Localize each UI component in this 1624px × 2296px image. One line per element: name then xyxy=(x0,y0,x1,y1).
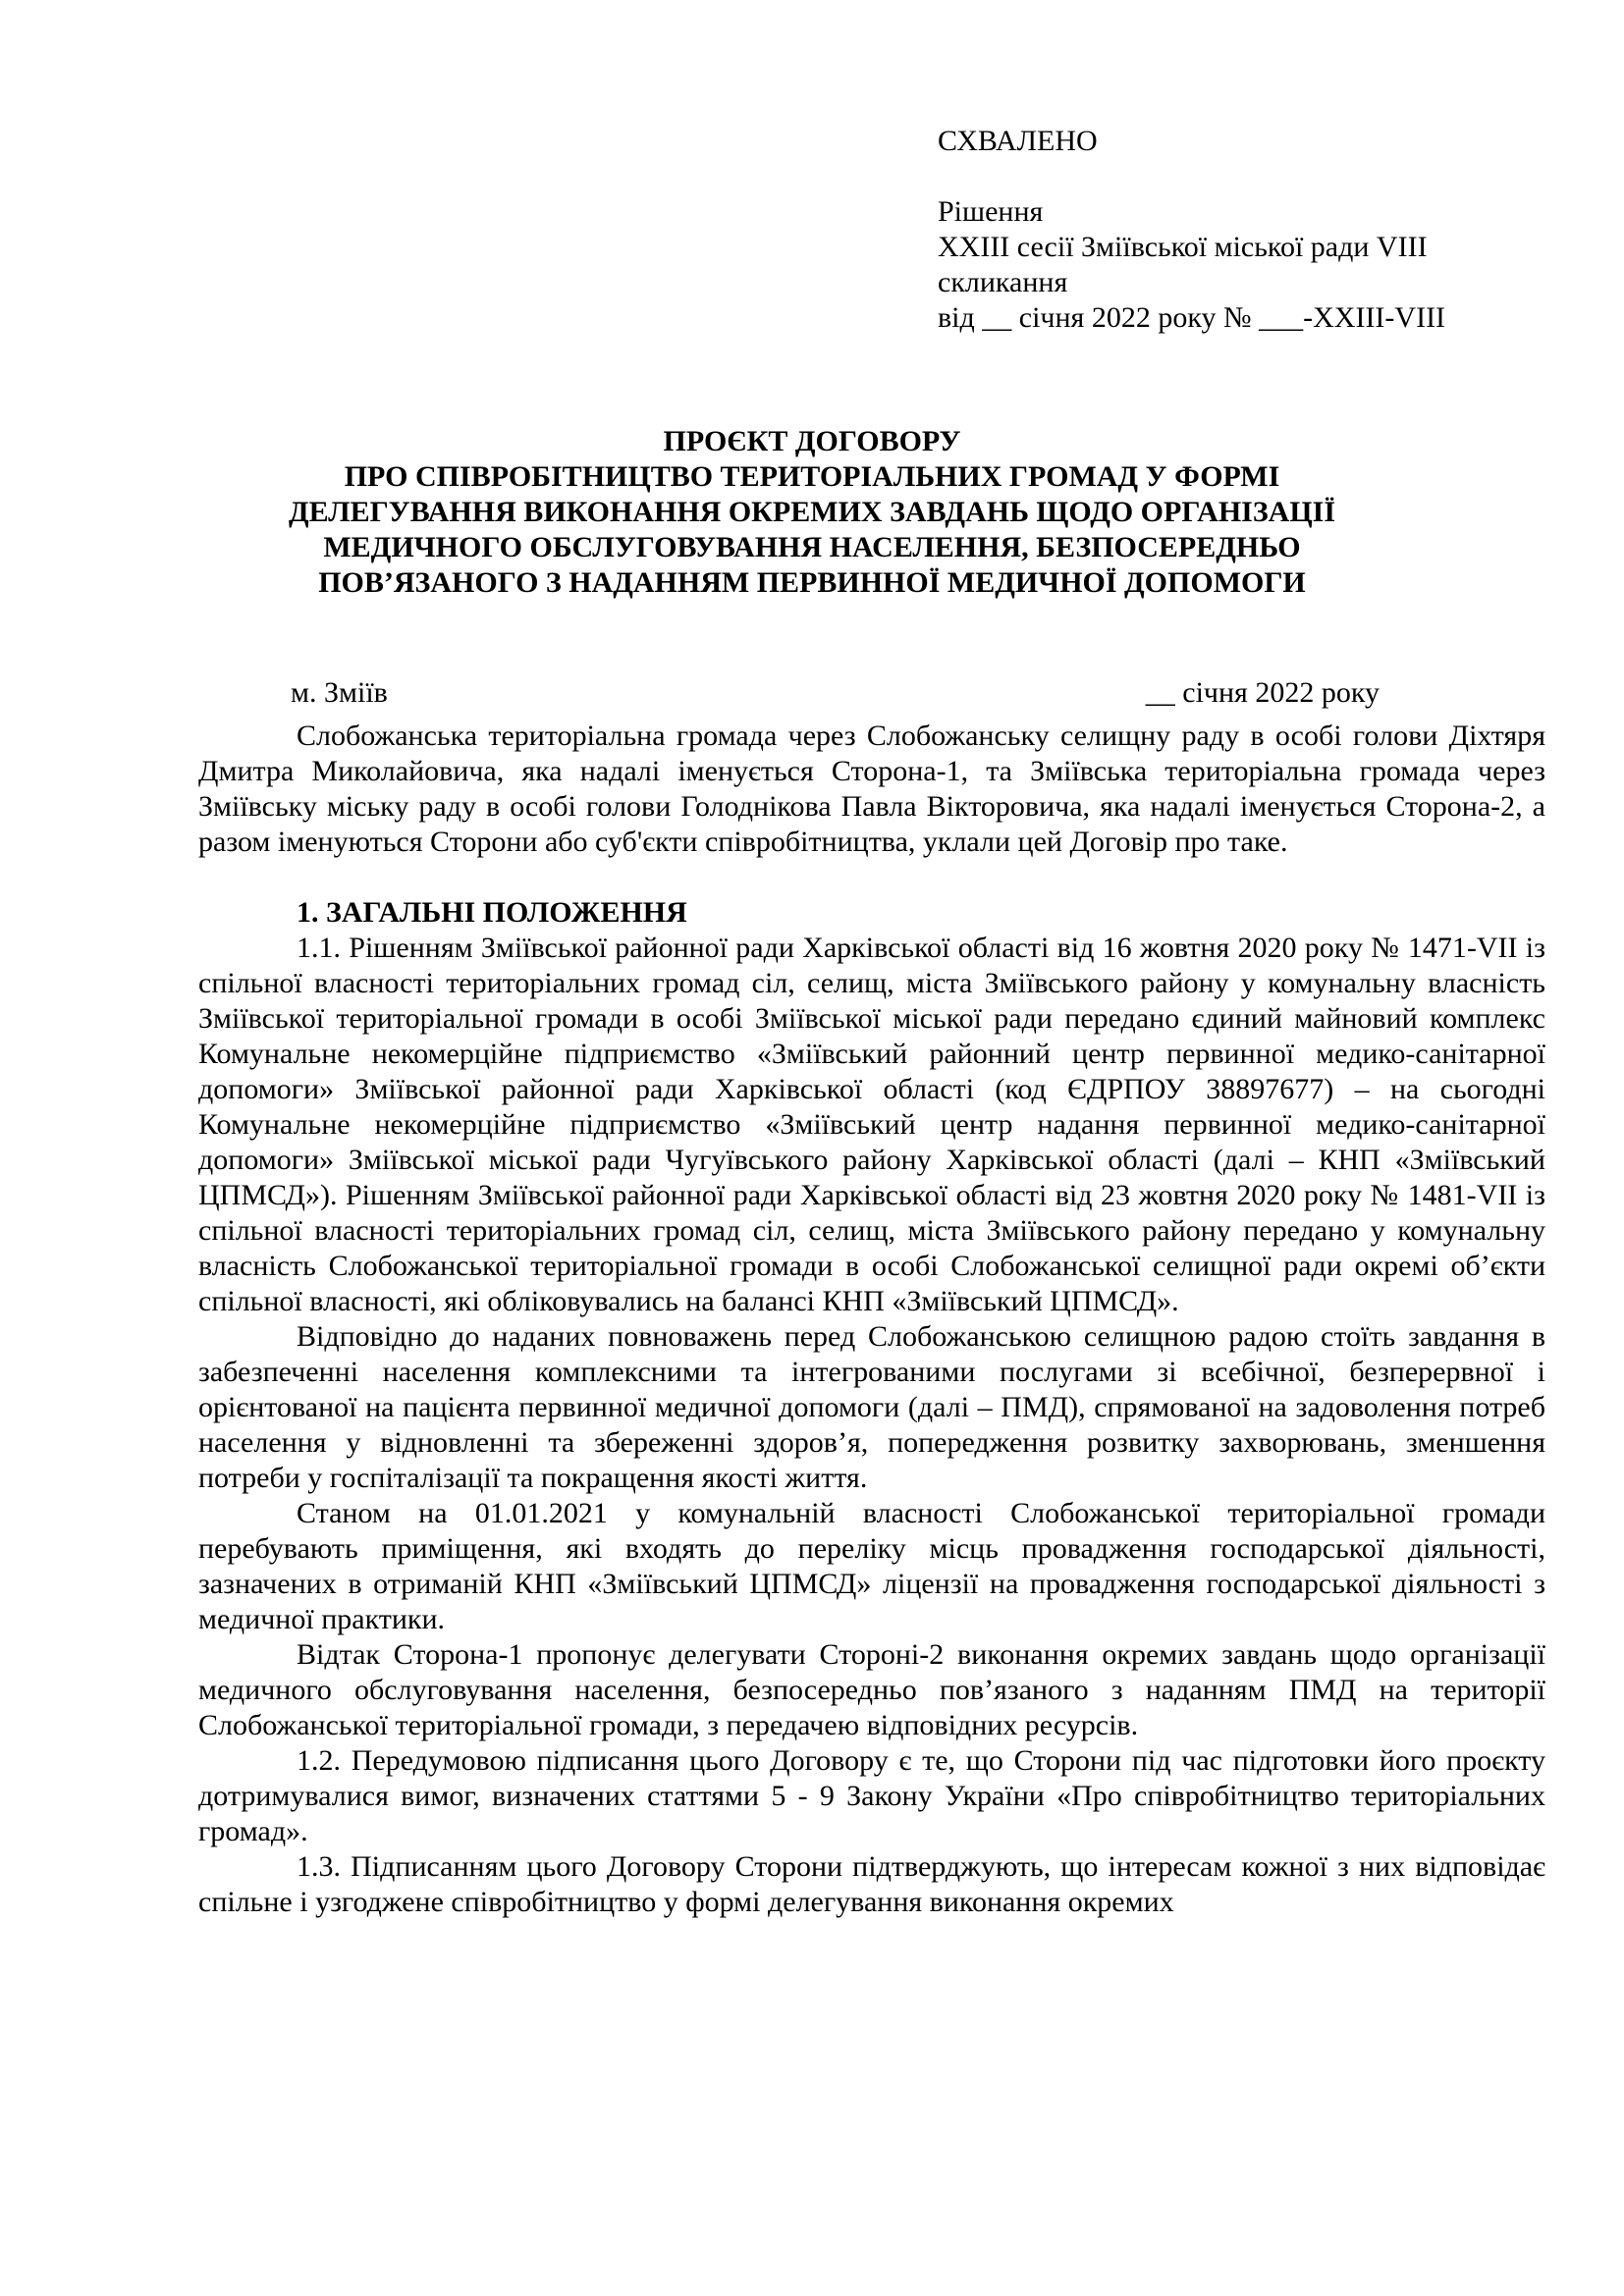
approval-line: від __ січня 2022 року № ___-XXIII-VIII xyxy=(938,301,1446,334)
approval-line: XXIII сесії Зміївської міської ради VIII xyxy=(938,231,1428,263)
body-paragraph: 1.3. Підписанням цього Договору Сторони підтверджують, що інтересам кожної з них відповідає спільне і узгоджене співробітництво у формі делегування виконання окремих xyxy=(198,1850,1545,1918)
place-date-line xyxy=(291,675,1380,711)
approval-heading: СХВАЛЕНО xyxy=(938,125,1098,157)
title-line: ПРО СПІВРОБІТНИЦТВО ТЕРИТОРІАЛЬНИХ ГРОМАД У ФОРМІ xyxy=(344,460,1280,493)
section-heading: 1. ЗАГАЛЬНІ ПОЛОЖЕННЯ xyxy=(297,896,687,929)
place-of-signing: м. Зміїв xyxy=(291,676,388,709)
document-title xyxy=(196,424,1428,601)
date-of-signing: __ січня 2022 року xyxy=(1145,676,1380,709)
document-body xyxy=(198,719,1545,1920)
approval-block xyxy=(938,124,1546,336)
preamble-paragraph: Слобожанська територіальна громада через Слобожанську селищну раду в особі голови Діхтяря Дмитра Миколайовича, яка надалі іменується Сторона-1, та Зміївська територіальна громада через Зміївську міську раду в особі голови Голоднікова Павла Вікторовича, яка надалі іменується Сторона-2, а разом іменуються Сторони або суб'єкти співробітництва, уклали цей Договір про таке. xyxy=(198,720,1545,858)
title-line: ПРОЄКТ ДОГОВОРУ xyxy=(663,425,961,457)
body-paragraph: 1.1. Рішенням Зміївської районної ради Харківської області від 16 жовтня 2020 року № 1471-VII із спільної власності територіальних громад сіл, селищ, міста Зміївського району у комунальну власність Зміївської територіальної громади в особі Зміївської міської ради передано єдиний майновий комплекс Комунальне некомерційне підприємство «Зміївський районний центр первинної медико-санітарної допомоги» Зміївської районної ради Харківської області (код ЄДРПОУ 38897677) – на сьогодні Комунальне некомерційне підприємство «Зміївський центр надання первинної медико-санітарної допомоги» Зміївської міської ради Чугуївського району Харківської області (далі – КНП «Зміївський ЦПМСД»). Рішенням Зміївської районної ради Харківської області від 23 жовтня 2020 року № 1481-VII із спільної власності територіальних громад сіл, селищ, міста Зміївського району передано у комунальну власність Слобожанської територіальної громади в особі Слобожанської селищної ради окремі об’єкти спільної власності, які обліковувались на балансі КНП «Зміївський ЦПМСД». xyxy=(198,932,1545,1317)
approval-line: Рішення xyxy=(938,195,1044,228)
approval-line: скликання xyxy=(938,266,1068,298)
title-line: ДЕЛЕГУВАННЯ ВИКОНАННЯ ОКРЕМИХ ЗАВДАНЬ ЩОДО ОРГАНІЗАЦІЇ xyxy=(288,496,1336,528)
body-paragraph: Відповідно до наданих повноважень перед Слобожанською селищною радою стоїть завдання в забезпеченні населення комплексними та інтегрованими послугами зі всебічної, безперервної і орієнтованої на пацієнта первинної медичної допомоги (далі – ПМД), спрямованої на задоволення потреб населення у відновленні та збереженні здоров’я, попередження розвитку захворювань, зменшення потреби у госпіталізації та покращення якості життя. xyxy=(198,1320,1545,1494)
body-paragraph: 1.2. Передумовою підписання цього Договору є те, що Сторони під час підготовки його проєкту дотримувалися вимог, визначених статтями 5 - 9 Закону України «Про співробітництво територіальних громад». xyxy=(198,1744,1545,1847)
body-paragraph: Станом на 01.01.2021 у комунальній власності Слобожанської територіальної громади перебувають приміщення, які входять до переліку місць провадження господарської діяльності, зазначених в отриманій КНП «Зміївський ЦПМСД» ліцензії на провадження господарської діяльності з медичної практики. xyxy=(198,1497,1545,1635)
title-line: МЕДИЧНОГО ОБСЛУГОВУВАННЯ НАСЕЛЕННЯ, БЕЗПОСЕРЕДНЬО xyxy=(323,531,1301,563)
title-line: ПОВ’ЯЗАНОГО З НАДАННЯМ ПЕРВИННОЇ МЕДИЧНОЇ ДОПОМОГИ xyxy=(318,566,1306,599)
body-paragraph: Відтак Сторона-1 пропонує делегувати Стороні-2 виконання окремих завдань щодо організації медичного обслуговування населення, безпосередньо пов’язаного з наданням ПМД на території Слобожанської територіальної громади, з передачею відповідних ресурсів. xyxy=(198,1638,1545,1741)
